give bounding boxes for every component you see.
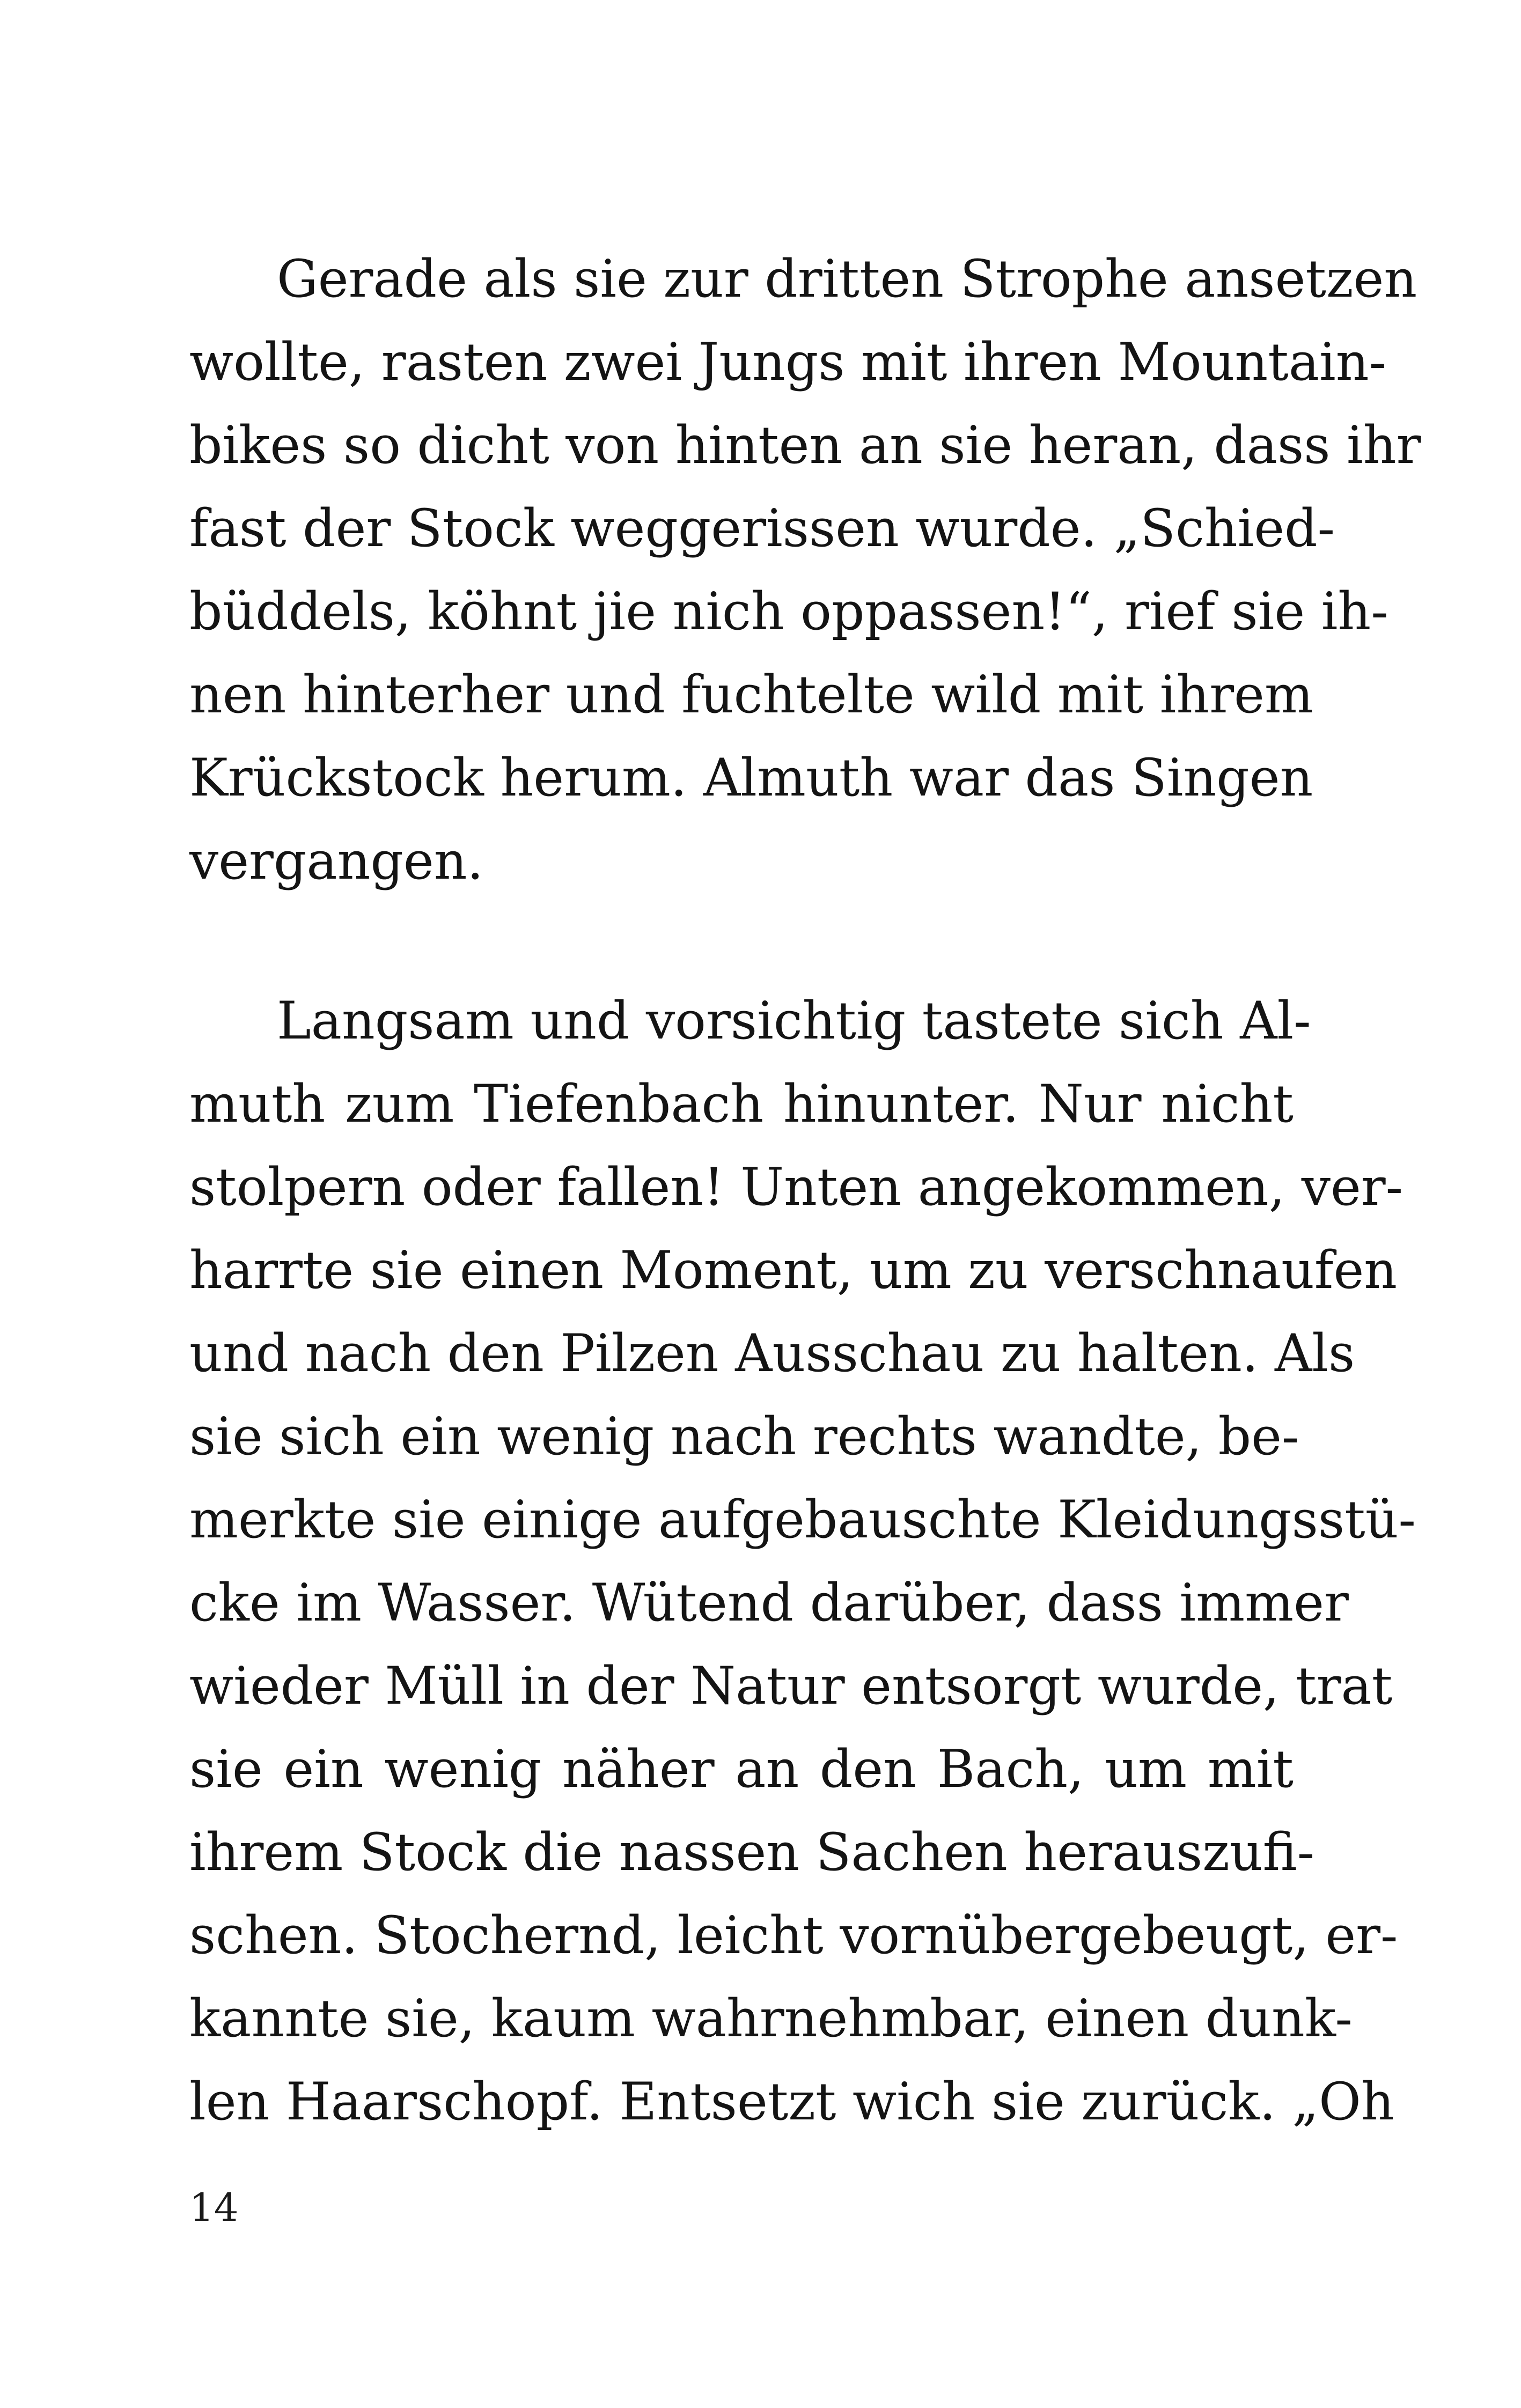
text-line: harrte sie einen Moment, um zu verschnaufen: [189, 1240, 1398, 1300]
text-line: stolpern oder fallen! Unten angekommen, ver-: [189, 1157, 1404, 1217]
text-line: merkte sie einige aufgebauschte Kleidungsstü-: [189, 1490, 1416, 1550]
text-line: muth zum Tiefenbach hinunter. Nur nicht: [189, 1074, 1294, 1134]
text-line: len Haarschopf. Entsetzt wich sie zurück. „Oh: [189, 2072, 1394, 2132]
text-line: büddels, köhnt jie nich oppassen!“, rief sie ih-: [189, 581, 1388, 642]
text-line: kannte sie, kaum wahrnehmbar, einen dunk-: [189, 1989, 1353, 2049]
text-line: ihrem Stock die nassen Sachen herauszufi-: [189, 1822, 1315, 1882]
text-line: cke im Wasser. Wütend darüber, dass immer: [189, 1573, 1349, 1633]
text-line: nen hinterher und fuchtelte wild mit ihrem: [189, 665, 1313, 725]
text-line: wollte, rasten zwei Jungs mit ihren Mountain-: [189, 332, 1387, 392]
text-line: sie sich ein wenig nach rechts wandte, be-: [189, 1406, 1299, 1467]
text-line: bikes so dicht von hinten an sie heran, dass ihr: [189, 415, 1421, 475]
text-line: vergangen.: [189, 831, 484, 891]
text-line: fast der Stock weggerissen wurde. „Schied-: [189, 498, 1335, 558]
text-line: Langsam und vorsichtig tastete sich Al-: [277, 991, 1311, 1051]
text-line: schen. Stochernd, leicht vornübergebeugt, er-: [189, 1905, 1398, 1965]
text-line: sie ein wenig näher an den Bach, um mit: [189, 1739, 1294, 1799]
text-line: und nach den Pilzen Ausschau zu halten. Als: [189, 1323, 1355, 1383]
text-line: wieder Müll in der Natur entsorgt wurde, trat: [189, 1656, 1393, 1716]
text-line: Krückstock herum. Almuth war das Singen: [189, 748, 1313, 808]
text-line: Gerade als sie zur dritten Strophe ansetzen: [277, 249, 1417, 309]
page-number: 14: [189, 2185, 239, 2230]
